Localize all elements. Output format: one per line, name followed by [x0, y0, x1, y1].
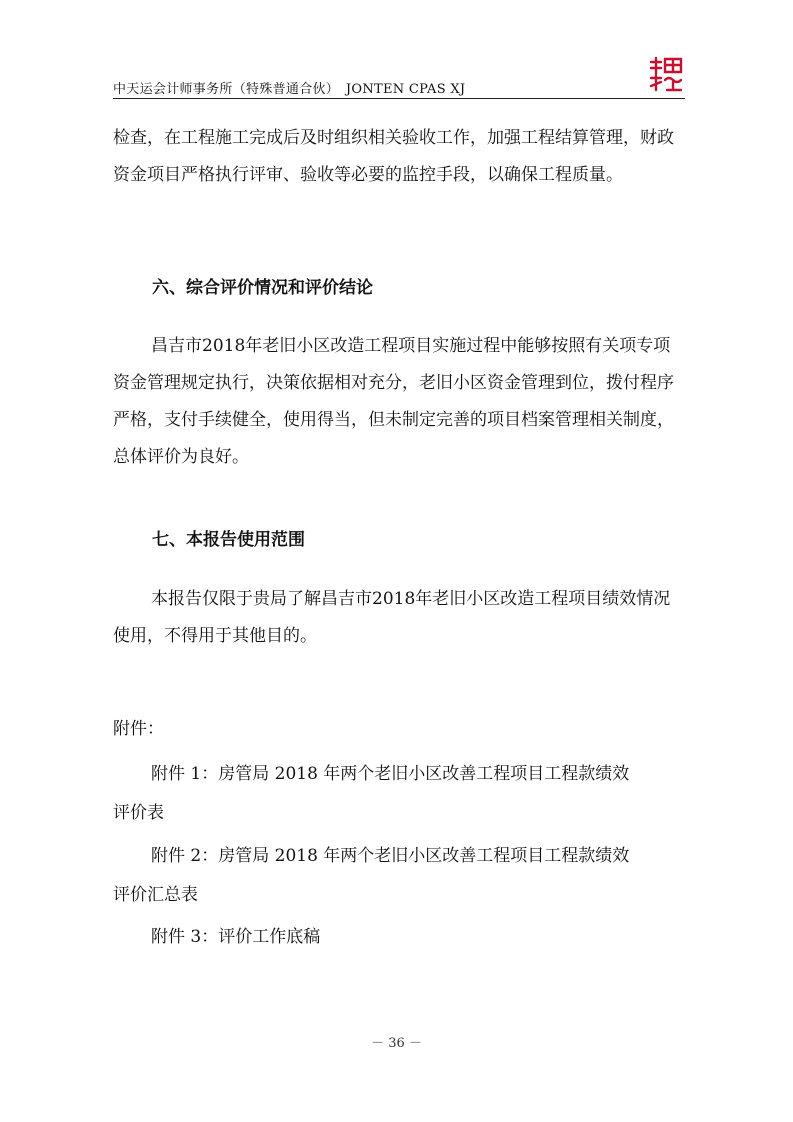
page-header: [113, 74, 685, 100]
header-divider: [113, 98, 685, 99]
section-heading-6: 六、综合评价情况和评价结论: [152, 278, 373, 298]
firm-logo-seal: [647, 56, 685, 94]
attachments-label: 附件：: [113, 719, 164, 739]
section-heading-7: 七、本报告使用范围: [152, 530, 305, 550]
header-firm-name: 中天运会计师事务所（特殊普通合伙） JONTEN CPAS XJ: [113, 82, 466, 97]
attachment-1-line-2: 评价表: [113, 803, 164, 823]
paragraph-text: 昌吉市2018年老旧小区改造工程项目实施过程中能够按照有关项专项资金管理规定执行，决策依据相对充分，老旧小区资金管理到位，拨付程序严格，支付手续健全，使用得当，但未制定完善的项目档案管理相关制度，总体评价为良好。: [113, 336, 674, 467]
attachment-1-line-1: 附件 1：房管局 2018 年两个老旧小区改善工程项目工程款绩效: [151, 764, 630, 784]
paragraph-scope: [113, 581, 685, 655]
attachment-2-line-2: 评价汇总表: [113, 885, 198, 905]
paragraph-text: 检查，在工程施工完成后及时组织相关验收工作，加强工程结算管理，财政资金项目严格执行评审、验收等必要的监控手段，以确保工程质量。: [113, 128, 674, 185]
attachment-3: 附件 3：评价工作底稿: [151, 927, 321, 947]
page-number: － 36 －: [371, 1036, 422, 1051]
paragraph-continuation: [113, 120, 685, 194]
attachment-2-line-1: 附件 2：房管局 2018 年两个老旧小区改善工程项目工程款绩效: [151, 846, 630, 866]
paragraph-conclusion: [113, 328, 685, 476]
paragraph-text: 本报告仅限于贵局了解昌吉市2018年老旧小区改造工程项目绩效情况使用，不得用于其他目的。: [113, 589, 671, 646]
